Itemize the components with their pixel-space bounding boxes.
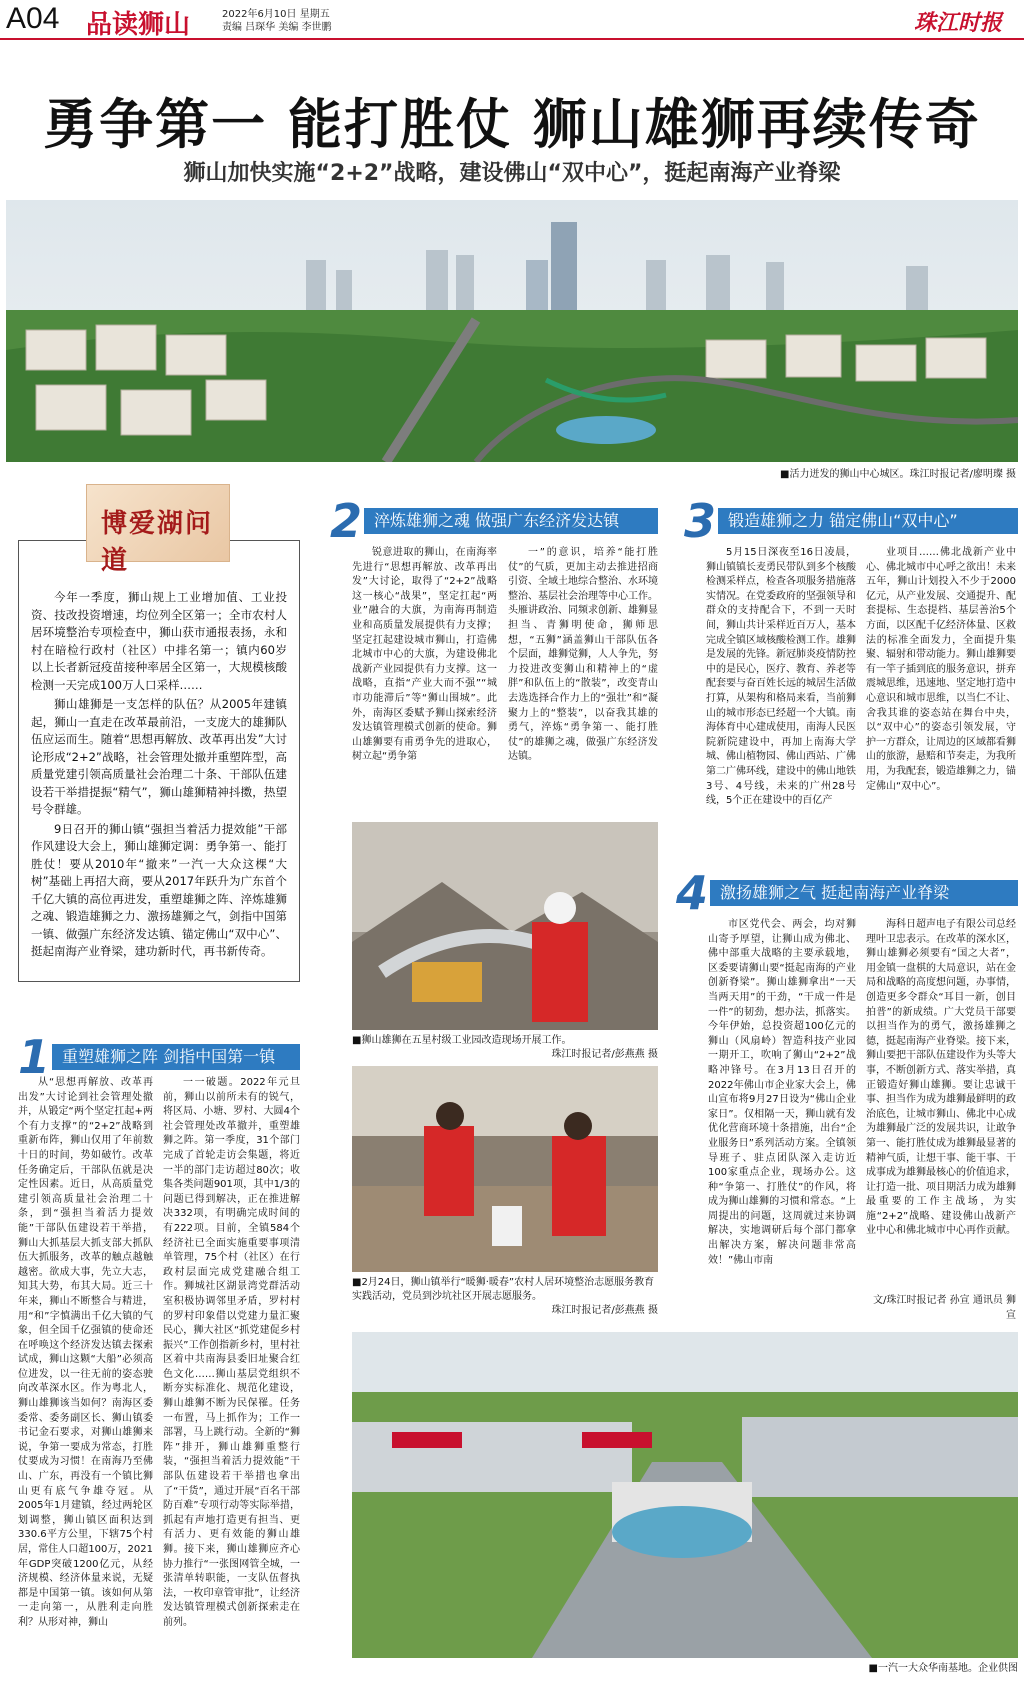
section-name: 品读狮山 [86, 10, 191, 40]
column-logo [86, 484, 230, 576]
section-title: 重塑雄狮之阵 剑指中国第一镇 [52, 1044, 300, 1070]
section-1-head [18, 1030, 300, 1084]
section-2-col-a [352, 546, 497, 794]
issue-date: 2022年6月10日 星期五 [222, 9, 330, 20]
subheadline: 狮山加快实施“2+2”战略，建设佛山“双中心”，挺起南海产业脊梁 [183, 161, 841, 186]
section-2-head [330, 494, 658, 548]
section-3-col-b [866, 546, 1016, 862]
section-1-col-a [18, 1076, 153, 1674]
section-4-col-b [866, 918, 1016, 1290]
section-1-col-b [163, 1076, 300, 1674]
section-2-col-b [508, 546, 658, 794]
section-3-head [684, 494, 1018, 548]
volunteers-credit: 珠江时报记者/彭燕燕 摄 [551, 1305, 658, 1316]
section-number: 3 [684, 494, 717, 548]
section-4-text-b: 海科日超声电子有限公司总经理叶卫忠表示。在改革的深水区，狮山雄狮必须要有“国之大者”，用金镇一盘棋的大局意识，站在金局和战略的高度想问题，办事情，创造更多令群众“耳目一新，创目拍普”的新成绩。广大党员干部要以担当作为的勇气，激扬雄狮之德，挺起南海产业脊梁。接下来，狮山要把干部队伍建设作为头等大事，不断创新方式、落实举措，真正锻造好狮山雄狮。要让忠诚干事、担当作为成为雄狮最鲜明的政治底色，让城市狮山、佛北中心成为雄狮最广泛的发展共识，让敢争第一、能打胜仗成为雄狮最显著的精神气质，让想干事、能干事、干成事成为雄狮最核心的价值追求，让打造一批、项目期活力成为雄狮最重要的工作主战场，为实施“2+2”战略、建设佛山战新产业中心和佛北城市中心再作贡献。 [866, 919, 1016, 1237]
factory-photo [352, 1332, 1018, 1658]
section-title: 淬炼雄狮之魂 做强广东经济发达镇 [364, 508, 658, 534]
section-4-col-a [708, 918, 856, 1322]
section-number: 1 [18, 1030, 51, 1084]
masthead [0, 0, 1024, 40]
issue-editors: 责编 吕琛华 美编 李世鹏 [222, 22, 332, 33]
section-1-text-b: 一一破题。2022年元旦前，狮山以前所未有的锐气，将区局、小塘、罗村、大圆4个社会管理处改革撤并，重塑雄狮之阵。第一季度，31个部门完成了首轮走访会集题，将近一半的部门走访超过80次；收集各类问题901项，其中1/3的问题已得到解决，正在推进解决332项，有明确完成时间的有222项。目前，全镇584个经济社已全面实施重要事项清单管理，75个村（社区）在行政村层面完成党建融合组工作。狮城社区湖景湾党群活动室积极协调邻里矛盾，罗村村的罗村印象借以党建力量汇聚民心，狮大社区“抓党建促乡村振兴”工作创指新乡村，里村社区着中共南海县委旧址聚合红色文化……狮山基层党组织不断夯实标准化、规范化建设，狮山雄狮不断为民保罹。任务一布置，马上抓作为；工作一部署，马上跳行动。全新的“狮阵”排开，狮山雄狮重整行装，“强担当着活力提效能”干部队伍建设若干举措也拿出了“干货”，通过开展“百名干部防百难”专项行动等实际举措，抓起有声地打造更有担当、更有活力、更有效能的狮山雄狮。接下来，狮山雄狮应齐心协力推行“一张图网管全城，一张清单转职能，一支队伍督执法，一枚印章管审批”，让经济发达镇管理模式创新探索走在前列。 [163, 1077, 300, 1628]
section-3-text-a: 5月15日深夜至16日凌晨，狮山镇镇长麦勇民带队到多个核酸检测采样点，检查各项服务措施落实情况。在党委政府的坚强领导和群众的支持配合下，不到一天时间，狮山共计采样近百万人，基本完成全镇区域核酸检测工作。雄狮是发展的先锋。新冠肺炎疫情防控中的是民心，医疗、教育、养老等配套要与奋百姓长远的城居生活做打算，从架构和格局来看，当前狮山的城市形态已经超一个大镇。南海体育中心建成使用，南海人民医院新院建设中，再加上南海大学城、佛山植物园、佛山西站、广佛第二广佛环线，建设中的佛山地铁3号、4号线，未来的广州28号线，5个正在建设中的百亿产 [706, 547, 856, 807]
volunteers-caption-text: ■2月24日，狮山镇举行“暖狮·暖春”农村人居环境整治志愿服务教育实践活动，党员到沙坑社区开展志愿服务。 [352, 1277, 655, 1302]
section-2-text-b: 一”的意识，培养“能打胜仗”的气质，更加主动去推进招商引资、全域土地综合整治、水环境整治、基层社会治理等中心工作。头雁讲政治、同频求创新、雄狮显担当、青狮明使命，狮师思想，“五狮”涵盖狮山干部队伍各个层面，雄狮觉狮，人人争先，努力投进改变狮山和精神上的“虚胖”和队伍上的“散装”，改变青山去选选择合作力上的“强壮”和“凝聚力上的“整装”，以奋我其雄的勇气，淬炼“勇争第一、能打胜仗”的雄狮之魂，做强广东经济发达镇。 [508, 547, 658, 763]
section-4-byline: 文/珠江时报记者 孙宣 通讯员 狮宣 [873, 1295, 1016, 1321]
spacer [664, 1024, 665, 1025]
hero-caption: ■活力迸发的狮山中心城区。珠江时报记者/廖明璨 摄 [780, 469, 1016, 480]
section-title: 锻造雄狮之力 锚定佛山“双中心” [718, 508, 1018, 534]
intro-paragraph: 今年一季度，狮山规上工业增加值、工业投资、技改投资增速，均位列全区第一；全市农村人居环境整治专项检查中，狮山获市通报表扬，永和村在暗检行政村（社区）中排名第一；镇内60岁以上长者新冠疫苗接种率居全区第一，大规模核酸检测一天完成100万人口采样…… [31, 590, 287, 692]
demolition-caption-text: ■狮山雄狮在五星村级工业园改造现场开展工作。 [352, 1035, 572, 1046]
hero-photo [6, 200, 1018, 462]
section-4-text-a: 市区党代会、两会，均对狮山寄予厚望，让狮山成为佛北、佛中部重大战略的主要承载地，区委要请狮山要“挺起南海的产业创新脊梁”。狮山雄狮拿出“一天当两天用”的干劲，“干成一件是一件”的韧劲，想办法，抓落实。今年伊始，总投资超100亿元的狮山（风扇岭）智造科技产业园一期开工，吹响了狮山“2+2”战略冲锋号。在3月13日召开的2022年佛山市企业家大会上，佛山宣布将9月27日设为“佛山企业家日”。仅相隔一天，狮山就有发优化营商环境十条措施，出台“企业服务日”系列活动方案。全镇领导班子、驻点团队深入走访近100家重点企业，现场办公。这种“争第一、打胜仗”的作风，将成为狮山雄狮的习惯和常态。“上周提出的问题，这周就过来协调解决，实地调研后每个部门都拿出解决方案，解决问题非常高效！”佛山市南 [708, 919, 856, 1266]
intro-box [18, 540, 300, 982]
section-title: 激扬雄狮之气 挺起南海产业脊梁 [710, 880, 1018, 906]
section-number: 2 [330, 494, 363, 548]
demolition-credit: 珠江时报记者/彭燕燕 摄 [551, 1049, 658, 1060]
section-3-text-b: 业项目……佛北战新产业中心、佛北城市中心呼之欲出！未来五年，狮山计划投入不少于2000亿元，从产业发展、交通提升、配套提标、生态提档、基层善治5个方面，以区配千亿经济体量、区救法的标准全面发力，全面提升集聚、辐射和带动能力。狮山雄狮要有一竿子插到底的服务意识，拼弃震城思维，迅速地、坚定地打造中心意识和城市思维，以当仁不让、舍我其谁的姿态站在舞台中央，以“双中心”的姿态引领发展，守护一方群众，让周边的区域都看狮山的旅游，悬赔和节奏走，为我所用，为我配套，锻造雄狮之力，锚定佛山“双中心”。 [866, 547, 1016, 792]
factory-caption: ■一汽一大众华南基地。企业供图 [868, 1663, 1018, 1674]
demolition-caption [352, 1034, 658, 1062]
headline: 勇争第一 能打胜仗 狮山雄狮再续传奇 [43, 93, 981, 156]
section-1-text-a: 从“思想再解放、改革再出发”大讨论到社会管理处撤并，从锻定“两个坚定扛起+两个有力支撑”的“2+2”战略到重新布阵，狮山仅用了年前数十日的时间，势如破竹。改革任务确定后，干部队伍就是决定性因素。近日，从高质量党建引领高质量社会治理二十条，到“强担当着活力提效能”干部队伍建设若干举措，狮山大抓基层大抓支部大抓队伍大抓服务，改革的触点越触越密。欲成大事，先立大志，知其大势，布其大局。近三十年来，狮山不断整合与精进，用“和”字慎满出千亿大镇的气象，但全国千亿强镇的使命还在呼唤这个经济发达镇去探索试成，狮山这颗“大船”必须高位进发，以一往无前的姿态驶向改革深水区。作为粤北人，狮山雄狮该当如何？南海区委委常、委务副区长、狮山镇委书记金石要求，对狮山雄狮来说，争第一要成为常态，打胜仗要成为习惯！在南海乃至佛山、广东，再没有一个镇比狮山更有底气争雄夺冠。从2005年1月建镇，经过两轮区划调整，狮山镇区面积达到330.6平方公里，下辖75个村居，常住人口超100万，2021年GDP突破1200亿元，从经济规模、经济体量来说，无疑都是中国第一镇。该如何从第一走向第一，从胜利走向胜利？从形对神，狮山 [18, 1077, 153, 1628]
page-number: A04 [6, 2, 60, 35]
section-2-text-a: 锐意进取的狮山，在南海率先进行“思想再解放、改革再出发”大讨论，取得了“2+2”战略这一核心“战果”，坚定扛起“两业”融合的大旗，为南海再制造业和高质量发展提供有力支撑；坚定扛起建设城市狮山，打造佛北城市中心的大旗，为建设佛北战新产业园提供有力支撑。这一战略，直指“产业大而不强”“城市功能滞后”等“狮山围城”。此外，南海区委赋予狮山探索经济发达镇管理模式创新的使命。狮山雄狮要有甫勇争先的进取心，树立起“勇争第 [352, 547, 497, 763]
intro-paragraph: 9日召开的狮山镇“强担当着活力提效能”干部作风建设大会上，狮山雄狮定调：勇争第一、能打胜仗！要从2010年“撤来”一汽一大众这棵“大树”基础上再招大商，要从2017年跃升为广东首个千亿大镇的高位再进发，重塑雄狮之阵、淬炼雄狮之魂、锻造雄狮之力、激扬雄狮之气，剑指中国第一镇、做强广东经济发达镇、锚定佛山“双中心”、挺起南海产业脊梁，建功新时代，再书新传奇。 [31, 821, 287, 958]
volunteers-caption [352, 1276, 658, 1318]
volunteers-photo [352, 1066, 658, 1272]
section-4-head [676, 866, 1018, 920]
column-logo-text: 博爱湖问道 [101, 509, 214, 576]
paper-logo: 珠江时报 [913, 10, 1002, 36]
section-number: 4 [676, 866, 709, 920]
section-3-col-a [706, 546, 856, 862]
issue-info [222, 8, 332, 34]
demolition-photo [352, 822, 658, 1030]
intro-paragraph: 狮山雄狮是一支怎样的队伍？从2005年建镇起，狮山一直走在改革最前沿，一支庞大的雄狮队伍应运而生。随着“思想再解放、改革再出发”大讨论形成“2+2”战略，社会管理处撤并重塑阵型，高质量党建引领高质量社会治理二十条、干部队伍建设若干举措提振“精气”，狮山雄狮精神抖擞，热望号令群雄。 [31, 697, 287, 816]
